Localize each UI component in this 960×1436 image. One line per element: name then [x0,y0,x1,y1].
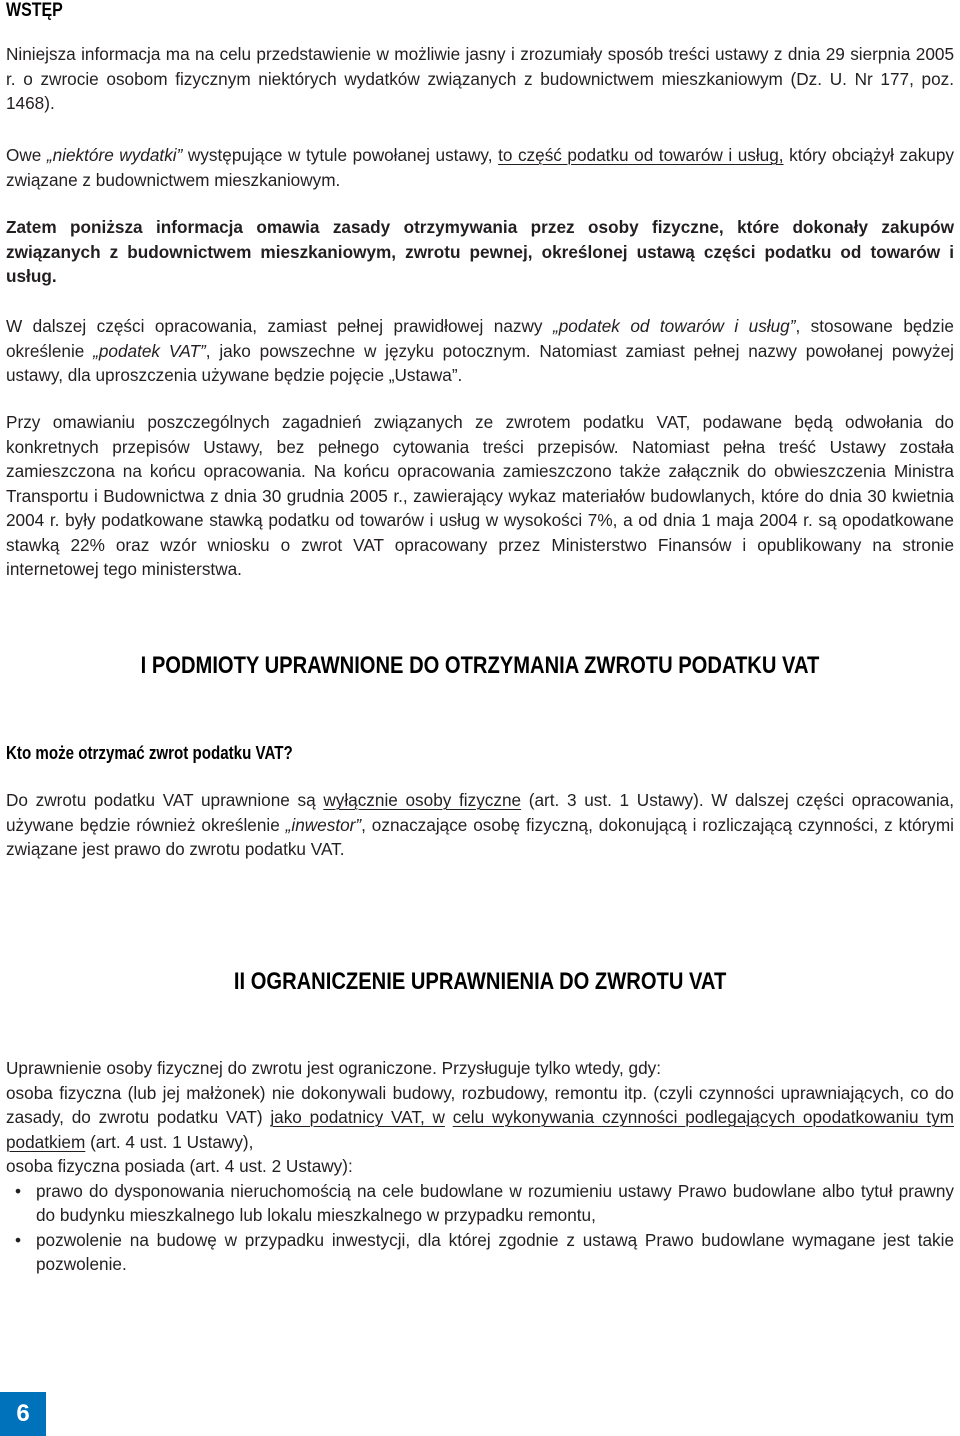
intro-paragraph-3: Zatem poniższa informacja omawia zasady otrzymywania przez osoby fizyczne, które dokonały zakupów związanych z budownictwem mieszkaniowym, zwrotu pewnej, określonej ustawą części podatku od towarów i usług. [6,217,954,286]
conditions-list [6,1081,954,1277]
intro-paragraph-2: Owe „niektóre wydatki” występujące w tytule powołanej ustawy, to część podatku od towarów i usług, który obciążył zakupy związane z budownictwem mieszkaniowym. [6,145,955,190]
page-number-badge: 6 [0,1392,46,1436]
section-2-intro: Uprawnienie osoby fizycznej do zwrotu jest ograniczone. Przysługuje tylko wtedy, gdy: [6,1058,662,1078]
sub-list [6,1179,954,1277]
sub-list-item: • pozwolenie na budowę w przypadku inwestycji, dla której zgodnie z ustawą Prawo budowlane wymagane jest takie pozwolenie. [15,1229,954,1274]
section-1-paragraph: Do zwrotu podatku VAT uprawnione są wyłącznie osoby fizyczne (art. 3 ust. 1 Ustawy). W dalszej części opracowania, używane będzie również określenie „inwestor”, oznaczające osobę fizyczną, dokonującą i rozliczającą czynności, z którymi związane jest prawo do zwrotu podatku VAT. [6,790,955,859]
bullet-icon: • [15,1229,22,1250]
intro-paragraph-4: W dalszej części opracowania, zamiast pełnej prawidłowej nazwy „podatek od towarów i usług”, stosowane będzie określenie „podatek VAT”, jako powszechne w języku potocznym. Natomiast zamiast pełnej nazwy powołanej powyżej ustawy, dla uproszczenia używane będzie pojęcie „Ustawa”. [6,316,954,385]
section-2-heading: II OGRANICZENIE UPRAWNIENIA DO ZWROTU VAT [233,968,727,995]
section-1-heading: I PODMIOTY UPRAWNIONE DO OTRZYMANIA ZWROTU PODATKU VAT [140,652,820,679]
section-2-content [6,1056,954,1277]
intro-paragraph-1: Niniejsza informacja ma na celu przedstawienie w możliwie jasny i zrozumiały sposób treści ustawy z dnia 29 sierpnia 2005 r. o zwrocie osobom fizycznym niektórych wydatków związanych z budownictwem mieszkaniowym (Dz. U. Nr 177, poz. 1468). [6,44,954,113]
section-1-question: Kto może otrzymać zwrot podatku VAT? [6,743,293,763]
list-item: osoba fizyczna (lub jej małżonek) nie dokonywali budowy, rozbudowy, remontu itp. (czyli czynności uprawniających, co do zasady, do zwrotu podatku VAT) jako podatnicy VAT, w celu wykonywania czynności podlegających opodatkowaniu tym podatkiem (art. 4 ust. 1 Ustawy), [6,1082,954,1152]
list-item: osoba fizyczna posiada (art. 4 ust. 2 Ustawy): • prawo do dysponowania nieruchomością na cele budowlane w rozumieniu ustawy Prawo budowlane albo tytuł prawny do budynku mieszkalnego lub lokalu mieszkalnego w przypadku remontu, • pozwolenie na budowę w przypadku inwestycji, dla której zgodnie z ustawą Prawo budowlane wymagane jest takie pozwolenie. [0,1154,954,1277]
page-heading-wstep: WSTĘP [6,0,63,21]
sub-list-item: • prawo do dysponowania nieruchomością na cele budowlane w rozumieniu ustawy Prawo budowlane albo tytuł prawny do budynku mieszkalnego lub lokalu mieszkalnego w przypadku remontu, [15,1180,954,1225]
intro-paragraph-5: Przy omawianiu poszczególnych zagadnień związanych ze zwrotem podatku VAT, podawane będą odwołania do konkretnych przepisów Ustawy, bez pełnego cytowania treści przepisów. Natomiast pełna treść Ustawy została zamieszczona na końcu opracowania. Na końcu opracowania zamieszczono także załącznik do obwieszczenia Ministra Transportu i Budownictwa z dnia 30 grudnia 2005 r., zawierający wykaz materiałów budowlanych, które do dnia 30 kwietnia 2004 r. były podatkowane stawką podatku od towarów i usług w wysokości 7%, a od dnia 1 maja 2004 r. są opodatkowane stawką 22% oraz wzór wniosku o zwrot VAT opracowany przez Ministerstwo Finansów i opublikowany na stronie internetowej tego ministerstwa. [6,412,954,579]
bullet-icon: • [15,1180,22,1201]
